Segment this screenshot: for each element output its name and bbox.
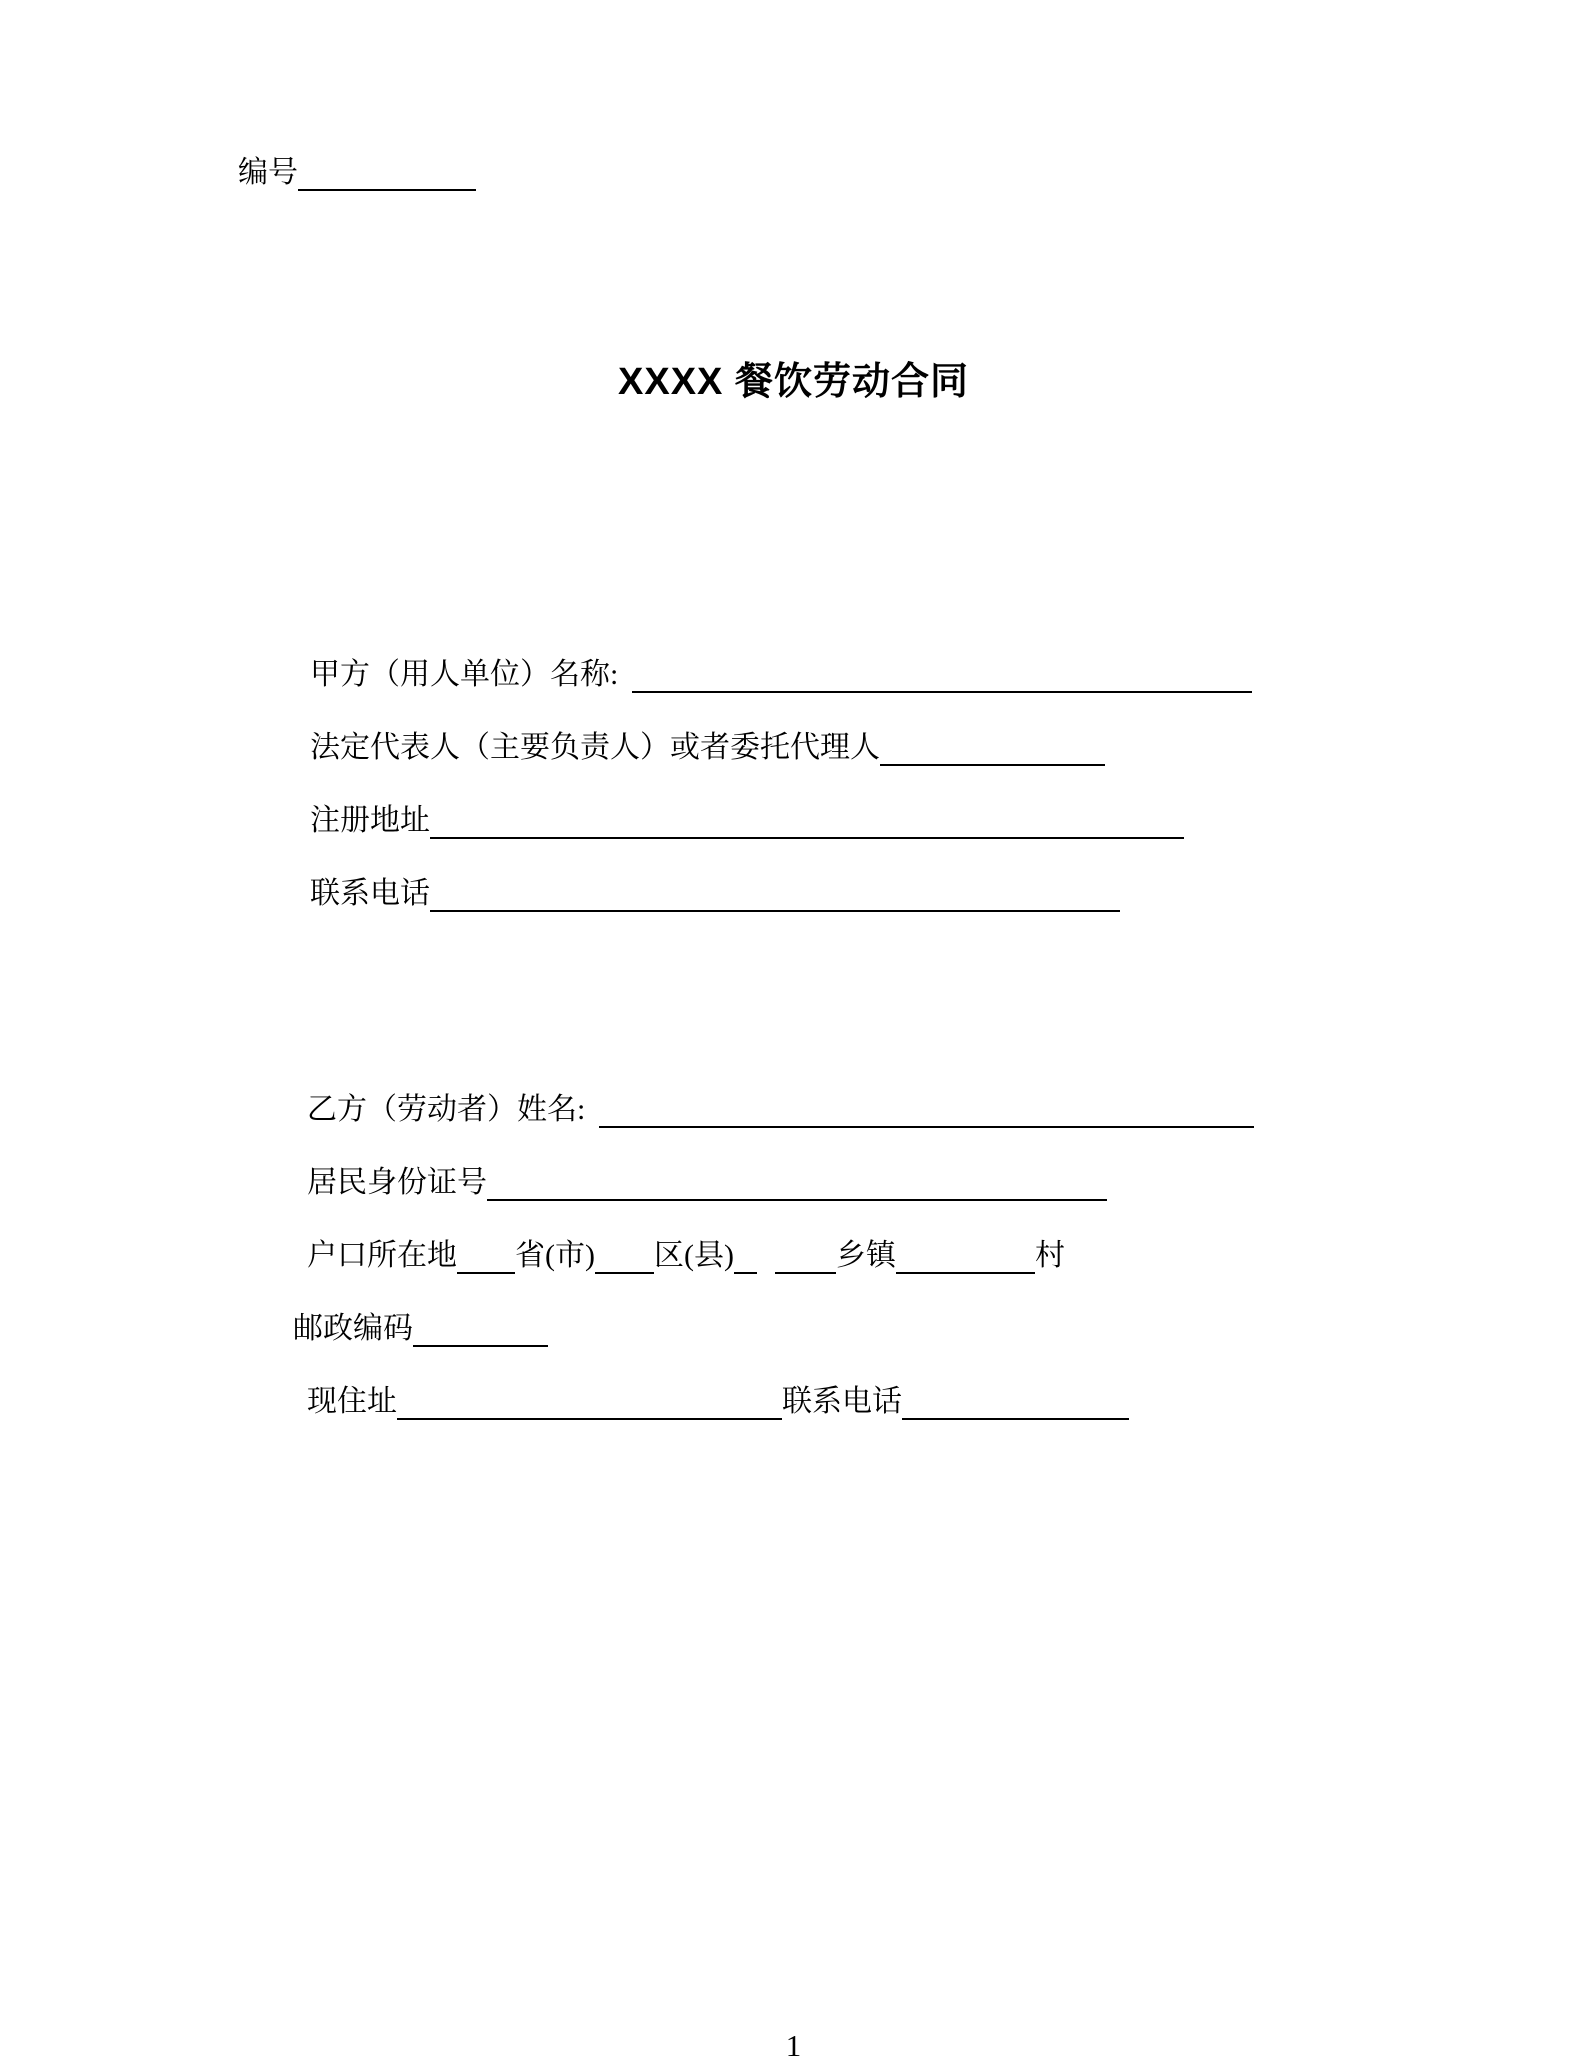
party-a-registered-address-line	[310, 803, 1184, 839]
party-b-id-number-label: 居民身份证号	[307, 1166, 487, 1199]
party-b-province-blank	[457, 1240, 515, 1274]
party-a-registered-address-label: 注册地址	[310, 804, 430, 837]
page-number: 1	[785, 2028, 802, 2063]
party-b-name-label: 乙方（劳动者）姓名:	[307, 1093, 586, 1126]
party-b-id-number-blank	[487, 1167, 1107, 1201]
party-b-township-blank	[775, 1240, 836, 1274]
party-a-registered-address-blank	[430, 805, 1184, 839]
party-b-postal-code-blank	[413, 1313, 548, 1347]
party-b-household-registration-line	[307, 1238, 1065, 1274]
party-b-village-blank	[896, 1240, 1035, 1274]
party-b-contact-phone-blank	[902, 1386, 1129, 1420]
party-a-contact-phone-label: 联系电话	[310, 877, 430, 910]
party-a-name-blank	[632, 659, 1252, 693]
party-b-postal-code-label: 邮政编码	[293, 1312, 413, 1345]
party-b-postal-code-line	[293, 1311, 548, 1347]
party-b-county-blank	[595, 1240, 654, 1274]
party-b-current-address-line	[307, 1384, 1129, 1420]
party-a-legal-representative-line	[310, 730, 1105, 766]
party-b-name-line	[307, 1092, 1254, 1128]
party-a-contact-phone-line	[310, 876, 1120, 912]
party-b-county-label: 区(县)	[653, 1239, 734, 1272]
party-b-current-address-label: 现住址	[307, 1385, 397, 1418]
party-b-current-address-blank	[397, 1386, 782, 1420]
serial-number-blank	[298, 157, 476, 191]
party-b-county-short-blank	[734, 1240, 757, 1274]
party-a-name-line	[310, 657, 1252, 693]
party-b-household-registration-label: 户口所在地	[307, 1239, 457, 1272]
party-b-province-label: 省(市)	[515, 1239, 595, 1272]
party-b-name-blank	[599, 1094, 1254, 1128]
serial-number-label: 编号	[238, 156, 298, 189]
document-title: XXXX 餐饮劳动合同	[618, 361, 969, 403]
party-a-legal-representative-label: 法定代表人（主要负责人）或者委托代理人	[310, 731, 880, 764]
party-b-contact-phone-label: 联系电话	[782, 1385, 902, 1418]
serial-number-line	[238, 155, 476, 191]
party-b-village-label: 村	[1034, 1239, 1065, 1272]
party-a-contact-phone-blank	[430, 878, 1120, 912]
party-b-id-number-line	[307, 1165, 1107, 1201]
party-a-legal-representative-blank	[880, 732, 1105, 766]
party-a-name-label: 甲方（用人单位）名称:	[310, 658, 619, 691]
party-b-township-label: 乡镇	[835, 1239, 896, 1272]
